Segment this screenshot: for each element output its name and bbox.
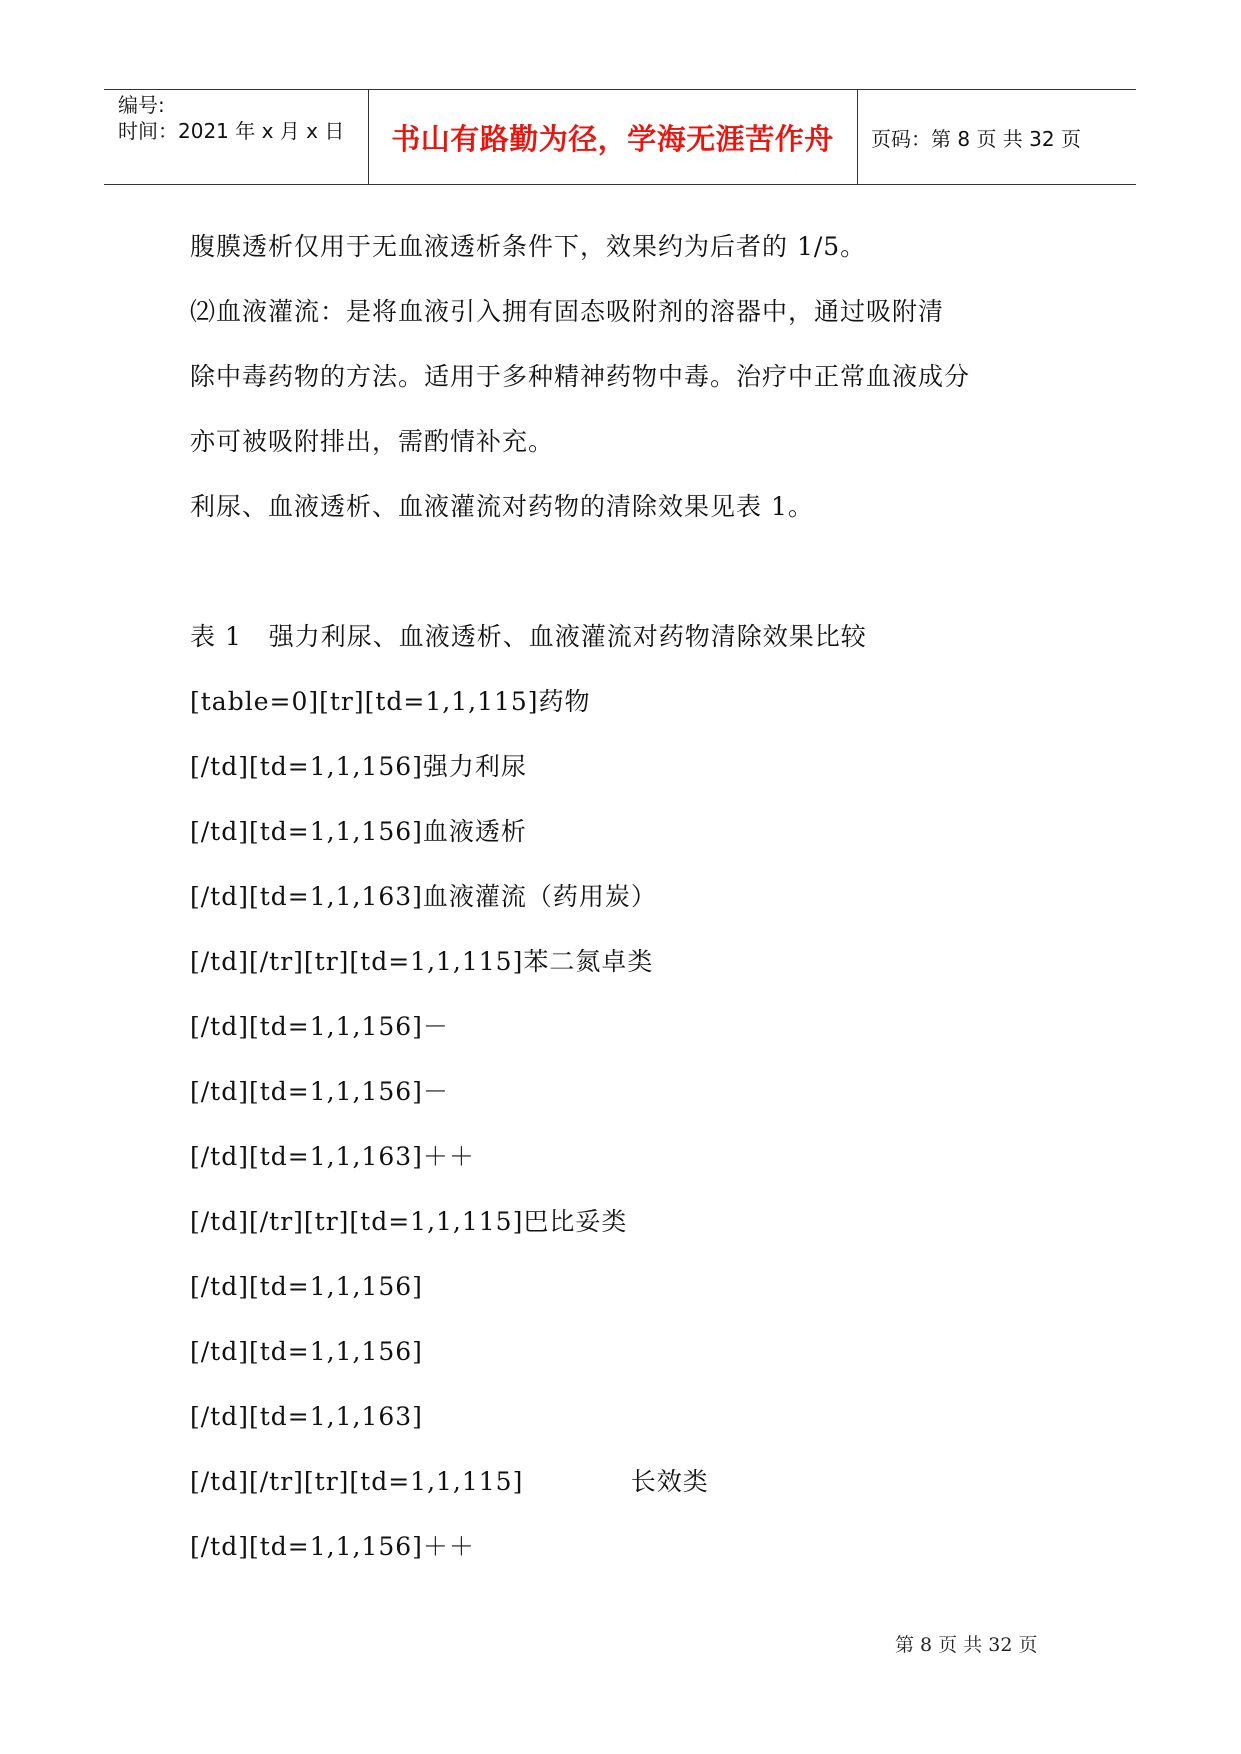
document-body xyxy=(190,214,1070,1579)
table-markup-line: [/td][/tr][tr][td=1,1,115]苯二氮卓类 xyxy=(190,947,654,976)
page-footer: 第 8 页 共 32 页 xyxy=(895,1634,1038,1656)
header-motto: 书山有路勤为径，学海无涯苦作舟 xyxy=(391,121,834,156)
paragraph-line: 亦可被吸附排出，需酌情补充。 xyxy=(190,427,555,456)
table-markup-line: [/td][td=1,1,163] xyxy=(190,1402,423,1431)
paragraph-line: 腹膜透析仅用于无血液透析条件下，效果约为后者的 1/5。 xyxy=(190,232,867,261)
table-markup-line: [/td][td=1,1,156]强力利尿 xyxy=(190,752,527,781)
document-number-label: 编号: xyxy=(118,93,165,117)
table-markup-line: [/td][/tr][tr][td=1,1,115]巴比妥类 xyxy=(190,1207,628,1236)
table-markup-line: [/td][td=1,1,156] xyxy=(190,1337,423,1366)
table-markup-line: [/td][/tr][tr][td=1,1,115] 长效类 xyxy=(190,1467,709,1496)
document-time-label: 时间：2021 年 x 月 x 日 xyxy=(118,119,345,143)
table-markup-line: [/td][td=1,1,163]＋＋ xyxy=(190,1142,475,1171)
header-page-code: 页码：第 8 页 共 32 页 xyxy=(871,126,1081,151)
table-markup-line: [/td][td=1,1,163]血液灌流（药用炭） xyxy=(190,882,657,911)
table-caption: 表 1 强力利尿、血液透析、血液灌流对药物清除效果比较 xyxy=(190,622,867,651)
table-markup-line: [/td][td=1,1,156] xyxy=(190,1272,423,1301)
table-markup-line: [/td][td=1,1,156]血液透析 xyxy=(190,817,527,846)
page-header xyxy=(104,89,1136,185)
header-meta xyxy=(118,92,344,144)
paragraph-line: ⑵血液灌流：是将血液引入拥有固态吸附剂的溶器中，通过吸附清 xyxy=(190,297,945,326)
header-divider xyxy=(857,90,858,184)
table-markup-line: [/td][td=1,1,156]－ xyxy=(190,1077,449,1106)
table-markup-line: [/td][td=1,1,156]＋＋ xyxy=(190,1532,475,1561)
table-markup-line: [table=0][tr][td=1,1,115]药物 xyxy=(190,687,591,716)
paragraph-line: 利尿、血液透析、血液灌流对药物的清除效果见表 1。 xyxy=(190,492,814,521)
paragraph-line: 除中毒药物的方法。适用于多种精神药物中毒。治疗中正常血液成分 xyxy=(190,362,971,391)
table-markup-line: [/td][td=1,1,156]－ xyxy=(190,1012,449,1041)
